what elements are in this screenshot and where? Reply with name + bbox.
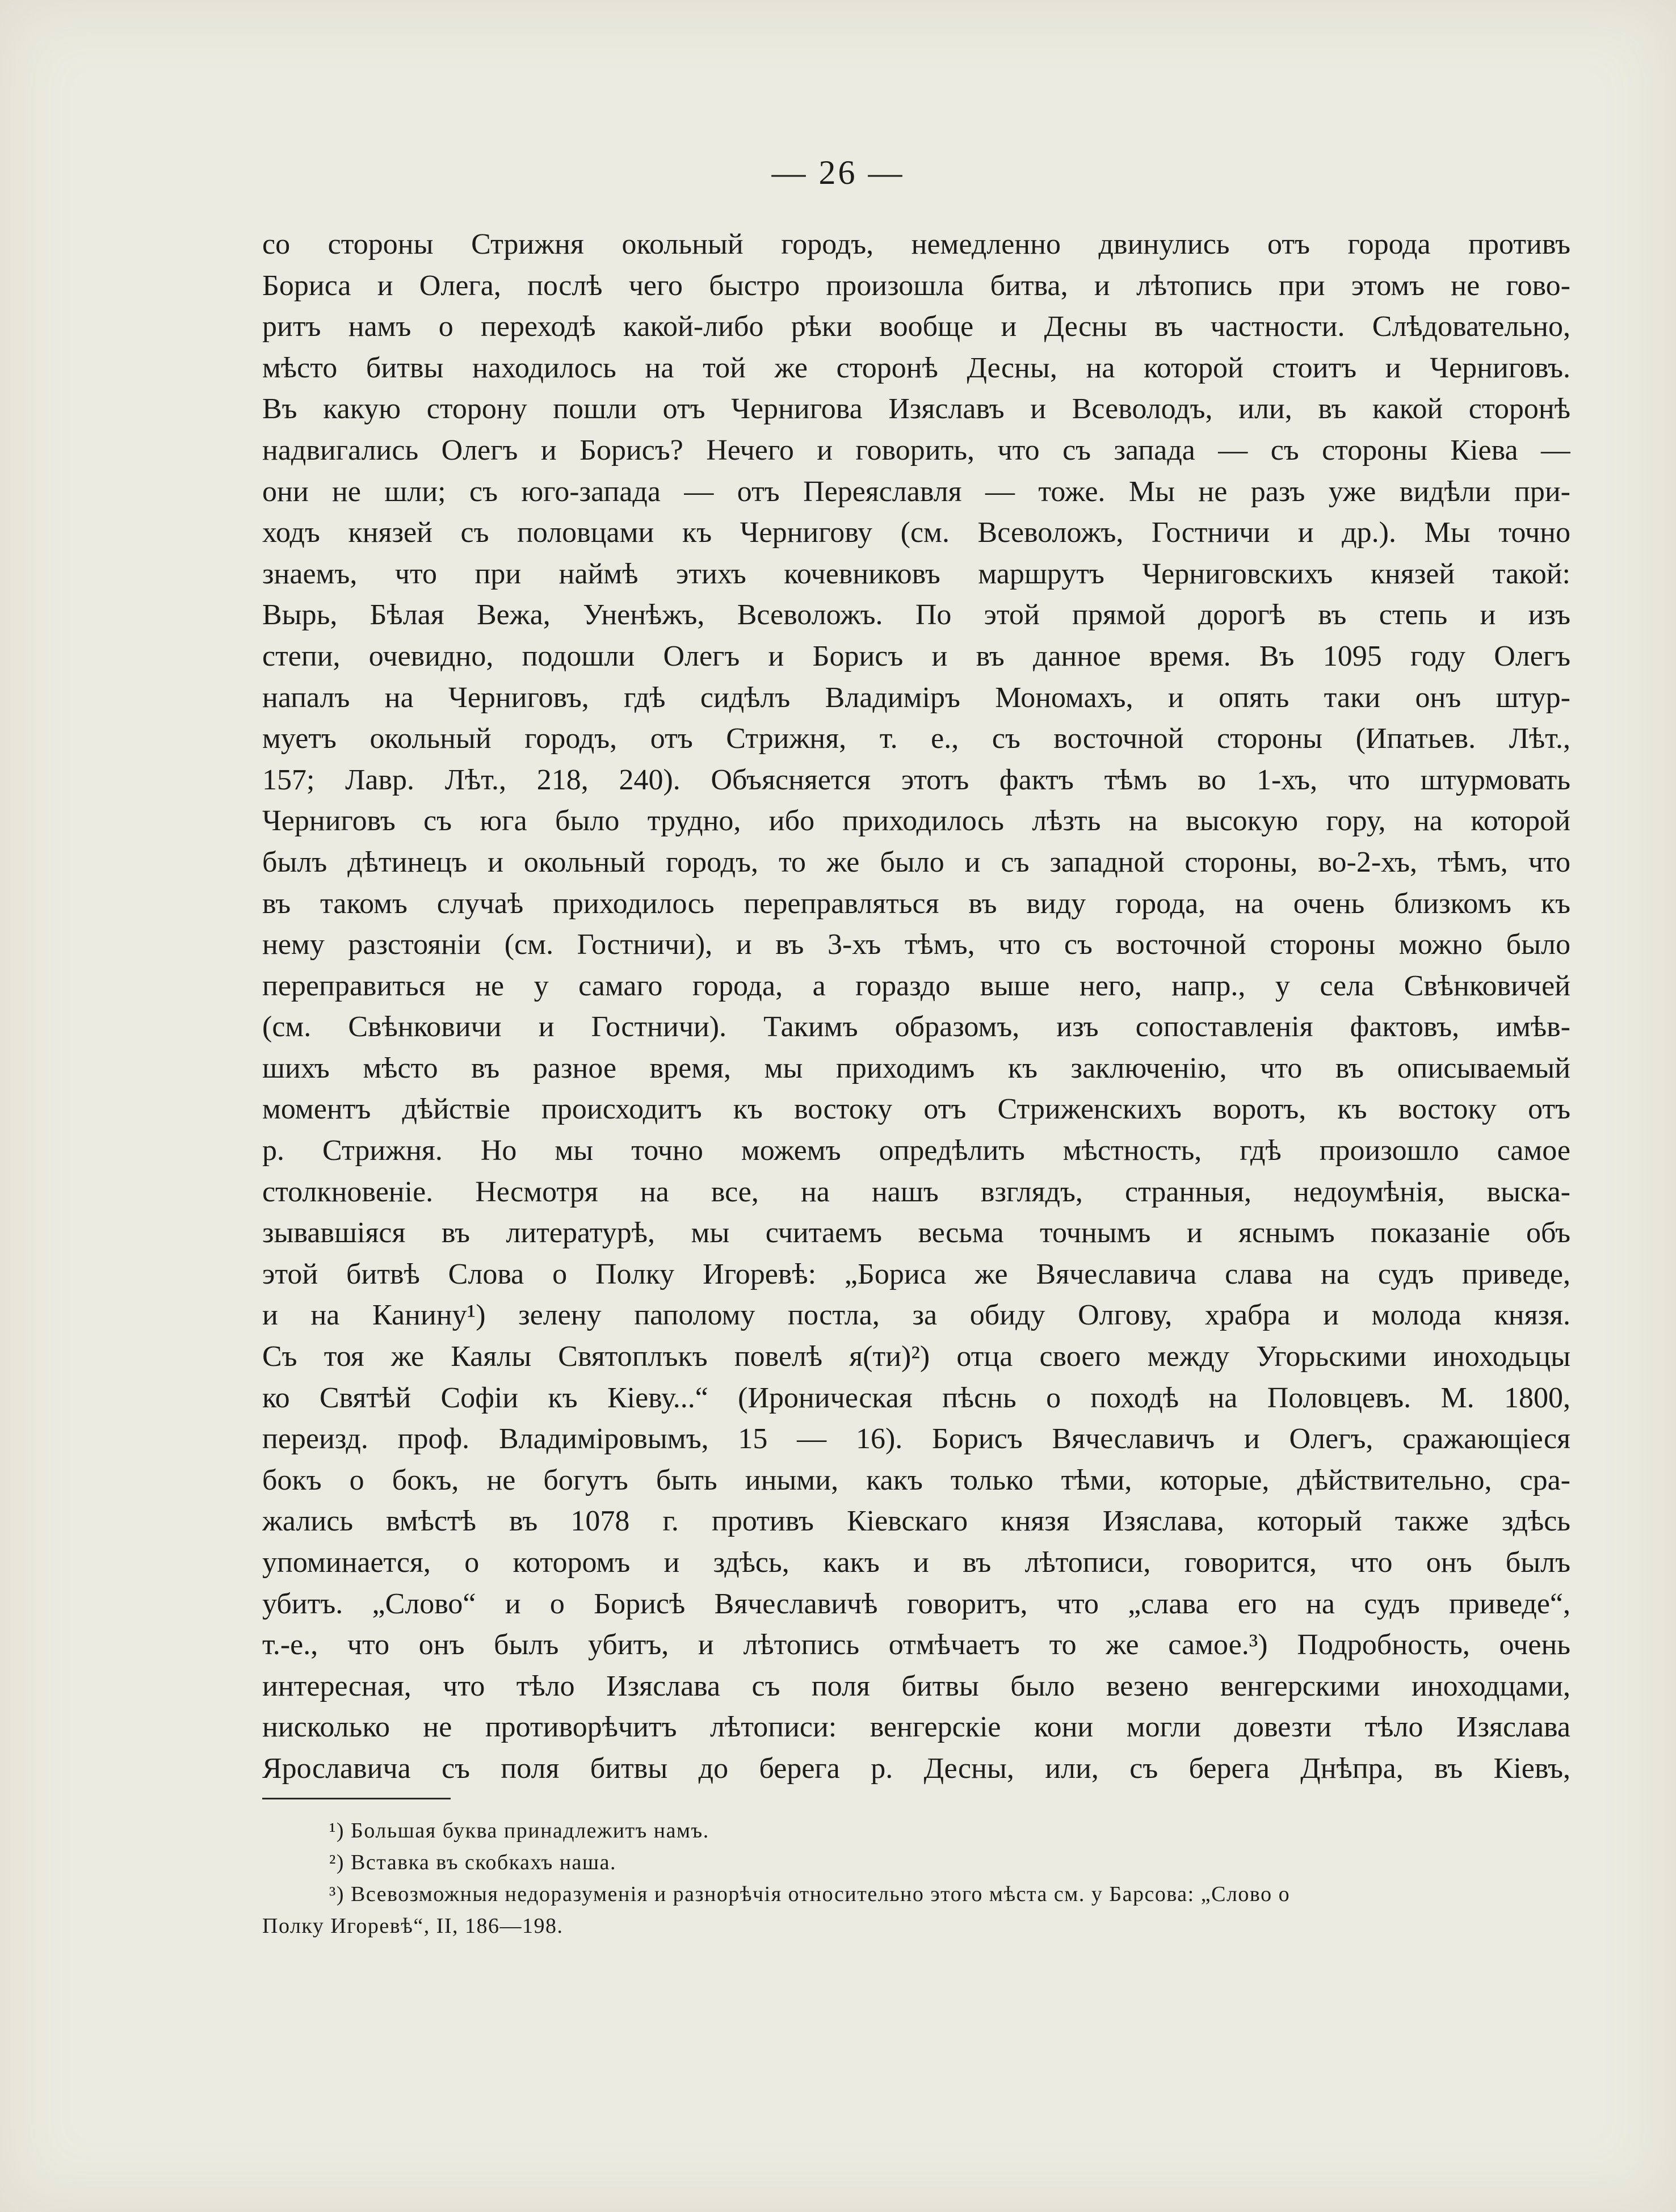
text-line: напалъ на Черниговъ, гдѣ сидѣлъ Владиміръ Мономахъ, и опять таки онъ штур- xyxy=(262,681,1570,714)
text-line: мѣсто битвы находилось на той же сторонѣ Десны, на которой стоитъ и Черниговъ. xyxy=(262,351,1570,384)
footnote-continuation: Полку Игоревѣ“, II, 186—198. xyxy=(262,1914,564,1938)
text-line: интересная, что тѣло Изяслава съ поля битвы было везено венгерскими иноходцами, xyxy=(262,1669,1570,1702)
text-line: переправиться не у самаго города, а гораздо выше него, напр., у села Свѣнковичей xyxy=(262,969,1570,1002)
text-line: Съ тоя же Каялы Святоплъкъ повелѣ я(ти)²) отца своего между Угорьскими иноходьцы xyxy=(262,1340,1570,1373)
text-line: зывавшіяся въ литературѣ, мы считаемъ весьма точнымъ и яснымъ показаніе объ xyxy=(262,1217,1570,1250)
text-line: ритъ намъ о переходѣ какой-либо рѣки вообще и Десны въ частности. Слѣдовательно, xyxy=(262,310,1570,343)
text-line: надвигались Олегъ и Борисъ? Нечего и говорить, что съ запада — съ стороны Кіева — xyxy=(262,434,1570,466)
text-line: р. Стрижня. Но мы точно можемъ опредѣлить мѣстность, гдѣ произошло самое xyxy=(262,1134,1570,1167)
text-line: Въ какую сторону пошли отъ Чернигова Изяславъ и Всеволодъ, или, въ какой сторонѣ xyxy=(262,393,1570,426)
text-line: со стороны Стрижня окольный городъ, немедленно двинулись отъ города противъ xyxy=(262,228,1570,260)
text-line: Вырь, Бѣлая Вежа, Уненѣжъ, Всеволожъ. По этой прямой дорогѣ въ степь и изъ xyxy=(262,599,1570,632)
body-text xyxy=(262,224,1570,1790)
text-line: моментъ дѣйствіе происходитъ къ востоку отъ Стриженскихъ воротъ, къ востоку отъ xyxy=(262,1093,1570,1126)
footnote: ³) Всевозможныя недоразуменія и разнорѣчія относительно этого мѣста см. у Барсова: „Слово о xyxy=(329,1882,1291,1906)
text-line: перeизд. проф. Владиміровымъ, 15 — 16). Борисъ Вячеславичъ и Олегъ, сражающіеся xyxy=(262,1423,1570,1456)
text-line: т.-е., что онъ былъ убитъ, и лѣтопись отмѣчаетъ то же самое.³) Подробность, очень xyxy=(262,1629,1570,1662)
text-line: знаемъ, что при наймѣ этихъ кочевниковъ маршрутъ Черниговскихъ князей такой: xyxy=(262,557,1570,590)
text-line: этой битвѣ Слова о Полку Игоревѣ: „Бориса же Вячеславича слава на судъ приведе, xyxy=(262,1258,1570,1290)
text-line: жались вмѣстѣ въ 1078 г. противъ Кіевскаго князя Изяслава, который также здѣсь xyxy=(262,1505,1570,1538)
text-line: и на Канину¹) зелену паполому постла, за обиду Олгову, храбра и молода князя. xyxy=(262,1299,1570,1332)
text-line: ко Святѣй Софіи къ Кіеву...“ (Ироническая пѣснь о походѣ на Половцевъ. М. 1800, xyxy=(262,1381,1570,1414)
text-line: Черниговъ съ юга было трудно, ибо приходилось лѣзть на высокую гору, на которой xyxy=(262,805,1570,838)
footnote: ²) Вставка въ скобкахъ наша. xyxy=(329,1851,617,1874)
text-line: они не шли; съ юго-запада — отъ Переяславля — тоже. Мы не разъ уже видѣли при- xyxy=(262,475,1570,508)
text-line: 157; Лавр. Лѣт., 218, 240). Объясняется этотъ фактъ тѣмъ во 1-хъ, что штурмовать xyxy=(262,763,1570,796)
text-line: Бориса и Олега, послѣ чего быстро произошла битва, и лѣтопись при этомъ не гово- xyxy=(262,269,1570,302)
text-line: столкновеніе. Несмотря на все, на нашъ взглядъ, странныя, недоумѣнія, выска- xyxy=(262,1175,1570,1208)
footnote: ¹) Большая буква принадлежитъ намъ. xyxy=(329,1819,709,1843)
text-line: въ такомъ случаѣ приходилось переправляться въ виду города, на очень близкомъ къ xyxy=(262,887,1570,920)
text-line: ходъ князей съ половцами къ Чернигову (см. Всеволожъ, Гостничи и др.). Мы точно xyxy=(262,516,1570,549)
text-line: нисколько не противорѣчитъ лѣтописи: венгерскіе кони могли довезти тѣло Изяслава xyxy=(262,1711,1570,1744)
text-line: нему разстояніи (см. Гостничи), и въ 3-хъ тѣмъ, что съ восточной стороны можно было xyxy=(262,928,1570,961)
text-line: былъ дѣтинецъ и окольный городъ, то же было и съ западной стороны, во-2-хъ, тѣмъ, что xyxy=(262,846,1570,878)
footnotes xyxy=(262,1815,1570,1942)
text-line: муетъ окольный городъ, отъ Стрижня, т. е., съ восточной стороны (Ипатьев. Лѣт., xyxy=(262,722,1570,755)
text-line: упоминается, о которомъ и здѣсь, какъ и въ лѣтописи, говорится, что онъ былъ xyxy=(262,1546,1570,1579)
page-number: — 26 — xyxy=(771,154,905,191)
text-line: убитъ. „Слово“ и о Борисѣ Вячеславичѣ говоритъ, что „слава его на судъ приведе“, xyxy=(262,1587,1570,1620)
text-line: бокъ о бокъ, не богутъ быть иными, какъ только тѣми, которые, дѣйствительно, сра- xyxy=(262,1464,1570,1496)
text-line: Ярославича съ поля битвы до берега р. Десны, или, съ берега Днѣпра, въ Кіевъ, xyxy=(262,1752,1570,1785)
text-line: шихъ мѣсто въ разное время, мы приходимъ къ заключенію, что въ описываемый xyxy=(262,1052,1570,1084)
text-line: степи, очевидно, подошли Олегъ и Борисъ и въ данное время. Въ 1095 году Олегъ xyxy=(262,640,1570,672)
footnote-separator xyxy=(262,1798,451,1799)
text-line: (см. Свѣнковичи и Гостничи). Такимъ образомъ, изъ сопоставленія фактовъ, имѣв- xyxy=(262,1011,1570,1044)
